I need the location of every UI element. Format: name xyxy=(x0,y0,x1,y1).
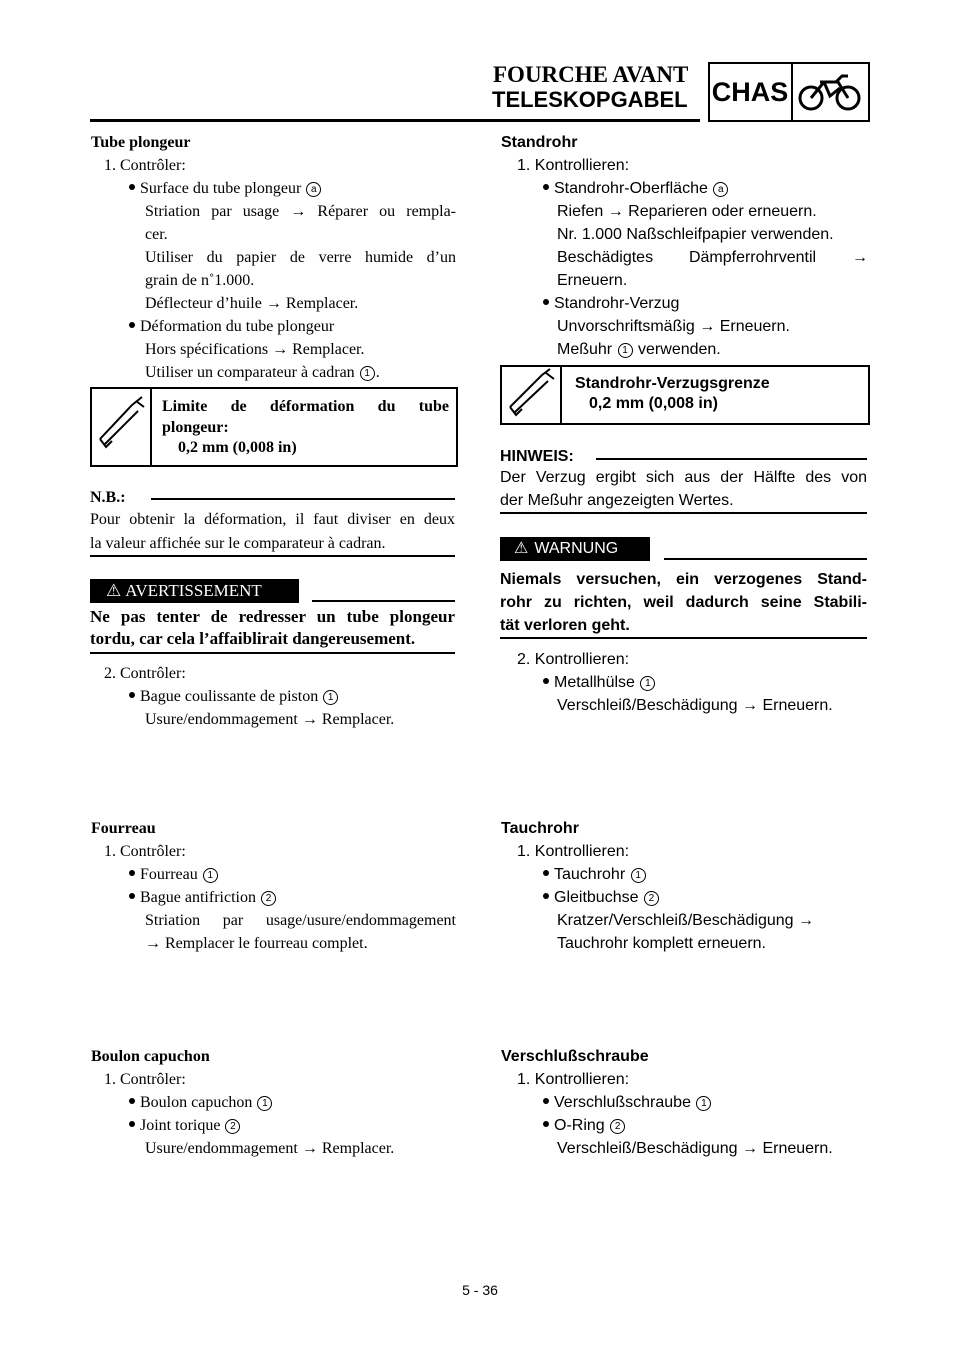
de-note-top-rule xyxy=(596,458,867,460)
bullet-icon xyxy=(129,184,135,190)
fr-spec-label: plongeur: xyxy=(162,419,229,436)
de-spec-tool-cell xyxy=(502,367,562,423)
fr-text: grain de n˚1.000. xyxy=(145,272,255,289)
fr-spec-value: 0,2 mm (0,008 in) xyxy=(178,439,297,456)
motorcycle-icon xyxy=(796,70,864,114)
ref-marker: 2 xyxy=(261,891,276,906)
section-code: CHAS xyxy=(711,77,789,107)
ref-marker: 1 xyxy=(631,868,646,883)
warning-icon: ⚠ xyxy=(106,581,122,600)
de-step: 2. Kontrollieren: xyxy=(517,651,630,668)
ref-marker: 1 xyxy=(257,1096,272,1111)
bullet-icon xyxy=(129,893,135,899)
ref-marker: 2 xyxy=(610,1119,625,1134)
bullet-icon xyxy=(543,299,549,305)
fr-note-text: Pour obtenir la déformation, il faut diviser en deux xyxy=(90,511,455,528)
fr-bullet-item: Bague coulissante de piston 1 xyxy=(129,685,339,708)
fr-section-title: Tube plongeur xyxy=(91,134,191,151)
fr-warning-text: Ne pas tenter de redresser un tube plongeur xyxy=(90,607,455,626)
ref-marker: 2 xyxy=(225,1119,240,1134)
fr-step: 1. Contrôler: xyxy=(104,843,186,860)
de-text: Nr. 1.000 Naßschleifpapier verwenden. xyxy=(557,226,834,243)
de-step: 1. Kontrollieren: xyxy=(517,1071,630,1088)
ref-marker: a xyxy=(713,182,728,197)
fr-warning-text: tordu, car cela l’affaiblirait dangereusement. xyxy=(90,629,416,648)
bullet-icon xyxy=(129,1121,135,1127)
de-text: Erneuern. xyxy=(557,272,628,289)
ref-marker: 2 xyxy=(644,891,659,906)
de-text: Beschädigtes Dämpferrohrventil → xyxy=(557,249,868,266)
de-section-title: Tauchrohr xyxy=(501,820,579,837)
de-warning-bottom-rule xyxy=(500,637,867,639)
de-spec-box xyxy=(500,365,870,425)
ref-marker: 1 xyxy=(360,366,375,381)
de-bullet-item: Standrohr-Oberfläche a xyxy=(543,177,729,200)
bullet-icon xyxy=(129,692,135,698)
de-note-text: der Meßuhr angezeigten Wertes. xyxy=(500,492,734,509)
fr-section-title: Fourreau xyxy=(91,820,156,837)
de-bullet-item: O-Ring 2 xyxy=(543,1114,626,1137)
fr-step: 1. Contrôler: xyxy=(104,1071,186,1088)
fr-text: → Remplacer le fourreau complet. xyxy=(145,935,368,952)
fr-bullet-item: Déformation du tube plongeur xyxy=(129,315,334,338)
de-bullet-item: Verschlußschraube 1 xyxy=(543,1091,712,1114)
ref-marker: 1 xyxy=(640,676,655,691)
warning-icon: ⚠ xyxy=(514,540,529,557)
de-text: Riefen → Reparieren oder erneuern. xyxy=(557,203,817,220)
fr-note-top-rule xyxy=(151,498,455,500)
header-title-fr: FOURCHE AVANT xyxy=(493,62,689,87)
fr-spec-label: Limite de déformation du tube xyxy=(162,398,449,415)
de-text: Tauchrohr komplett erneuern. xyxy=(557,935,766,952)
fr-spec-tool-cell xyxy=(92,389,152,465)
fr-section-title: Boulon capuchon xyxy=(91,1048,210,1065)
bullet-icon xyxy=(543,1098,549,1104)
de-bullet-item: Metallhülse 1 xyxy=(543,671,656,694)
de-spec-value: 0,2 mm (0,008 in) xyxy=(589,395,718,412)
ref-marker: 1 xyxy=(696,1096,711,1111)
de-warning-text: Niemals versuchen, ein verzogenes Stand- xyxy=(500,571,867,588)
fr-bullet-item: Bague antifriction 2 xyxy=(129,886,277,909)
page-number: 5 - 36 xyxy=(462,1282,498,1298)
de-warning-label: ⚠ WARNUNG xyxy=(500,537,650,561)
ref-marker: 1 xyxy=(618,343,633,358)
de-warning-text: tät verloren geht. xyxy=(500,617,630,634)
bullet-icon xyxy=(543,870,549,876)
caliper-icon xyxy=(92,389,150,465)
fr-text: Usure/endommagement → Remplacer. xyxy=(145,711,395,728)
fr-spec-box xyxy=(90,387,458,467)
de-bullet-item: Tauchrohr 1 xyxy=(543,863,647,886)
de-bullet-item: Gleitbuchse 2 xyxy=(543,886,660,909)
fr-step: 2. Contrôler: xyxy=(104,665,186,682)
caliper-icon xyxy=(502,367,560,423)
de-text: Unvorschriftsmäßig → Erneuern. xyxy=(557,318,790,335)
de-warning-text: rohr zu richten, weil dadurch seine Stabili- xyxy=(500,594,867,611)
ref-marker: a xyxy=(306,182,321,197)
fr-bullet-item: Fourreau 1 xyxy=(129,863,219,886)
de-section-title: Standrohr xyxy=(501,134,578,151)
de-warning-top-rule xyxy=(664,558,867,560)
fr-bullet-item: Joint torique 2 xyxy=(129,1114,241,1137)
de-spec-label: Standrohr-Verzugsgrenze xyxy=(575,375,770,392)
bullet-icon xyxy=(543,678,549,684)
fr-note-label: N.B.: xyxy=(90,489,126,506)
fr-warning-bottom-rule xyxy=(90,652,455,654)
bullet-icon xyxy=(129,322,135,328)
de-note-label: HINWEIS: xyxy=(500,448,574,465)
de-text: Verschleiß/Beschädigung → Erneuern. xyxy=(557,1140,833,1157)
de-note-bottom-rule xyxy=(500,512,867,514)
ref-marker: 1 xyxy=(203,868,218,883)
fr-text: Striation par usage → Réparer ou rempla- xyxy=(145,203,456,220)
de-text: Verschleiß/Beschädigung → Erneuern. xyxy=(557,697,833,714)
fr-text: cer. xyxy=(145,226,168,243)
bullet-icon xyxy=(129,870,135,876)
header-title-de: TELESKOPGABEL xyxy=(492,87,688,112)
de-text: Meßuhr 1 verwenden. xyxy=(557,341,721,358)
ref-marker: 1 xyxy=(323,690,338,705)
de-text: Kratzer/Verschleiß/Beschädigung → xyxy=(557,912,815,929)
fr-bullet-item: Surface du tube plongeur a xyxy=(129,177,322,200)
fr-text: Striation par usage/usure/endommagement xyxy=(145,912,456,929)
bullet-icon xyxy=(543,184,549,190)
bullet-icon xyxy=(543,1121,549,1127)
fr-warning-label: ⚠ AVERTISSEMENT xyxy=(90,579,299,603)
fr-note-text: la valeur affichée sur le comparateur à cadran. xyxy=(90,535,386,552)
fr-warning-top-rule xyxy=(312,600,455,602)
de-note-text: Der Verzug ergibt sich aus der Hälfte des von xyxy=(500,469,867,486)
section-badge xyxy=(708,62,870,122)
section-divider xyxy=(791,64,793,120)
fr-step: 1. Contrôler: xyxy=(104,157,186,174)
bullet-icon xyxy=(129,1098,135,1104)
de-step: 1. Kontrollieren: xyxy=(517,157,630,174)
fr-text: Hors spécifications → Remplacer. xyxy=(145,341,365,358)
de-section-title: Verschlußschraube xyxy=(501,1048,649,1065)
fr-text: Utiliser du papier de verre humide d’un xyxy=(145,249,456,266)
bullet-icon xyxy=(543,893,549,899)
fr-text: Utiliser un comparateur à cadran 1 . xyxy=(145,364,380,381)
fr-text: Déflecteur d’huile → Remplacer. xyxy=(145,295,359,312)
de-bullet-item: Standrohr-Verzug xyxy=(543,292,679,315)
de-step: 1. Kontrollieren: xyxy=(517,843,630,860)
header-rule xyxy=(90,119,700,122)
fr-bullet-item: Boulon capuchon 1 xyxy=(129,1091,273,1114)
fr-text: Usure/endommagement → Remplacer. xyxy=(145,1140,395,1157)
fr-note-bottom-rule xyxy=(90,555,455,557)
